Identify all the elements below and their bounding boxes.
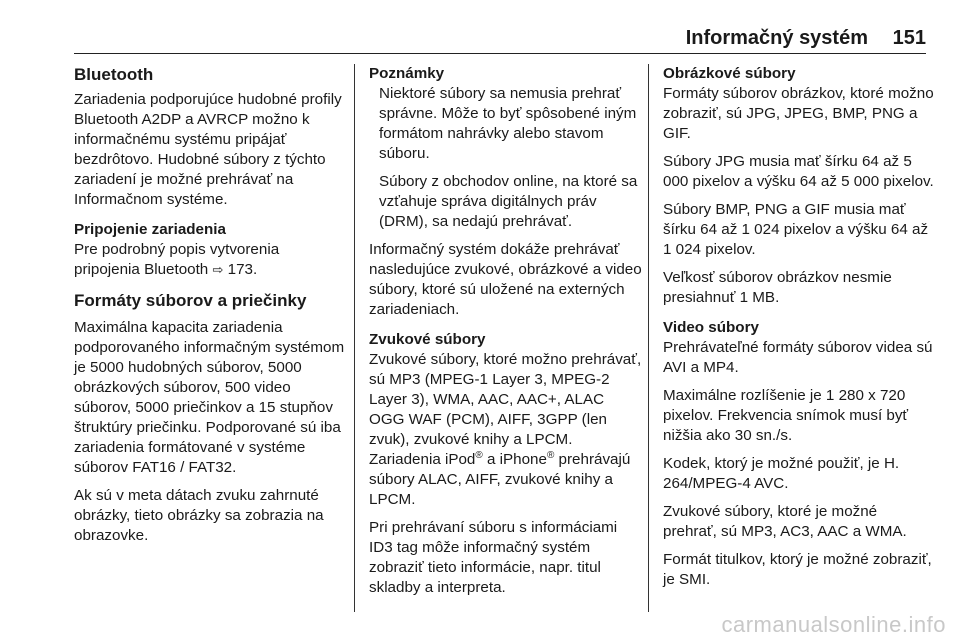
sub-heading-device-connection: Pripojenie zariadenia — [74, 221, 226, 238]
paragraph: Informačný systém dokáže prehrávať nasledujúce zvukové, obrázkové a video súbory, ktoré sú uložené na externých zariadeniach. — [369, 241, 642, 318]
paragraph-text: Pre podrobný popis vytvorenia pripojenia Bluetooth — [74, 241, 280, 278]
page-header — [74, 24, 926, 52]
sub-heading-video-files: Video súbory — [663, 319, 759, 336]
note-heading: Poznámky — [369, 65, 445, 82]
sub-heading-image-files: Obrázkové súbory — [663, 65, 796, 82]
cross-reference-link[interactable]: 173. — [227, 261, 258, 278]
sub-heading-audio-files: Zvukové súbory — [369, 331, 486, 348]
page-title: Informačný systém — [685, 27, 868, 49]
note-box — [369, 64, 643, 232]
paragraph: Formát titulkov, ktorý je možné zobraziť, je SMI. — [663, 551, 932, 588]
paragraph: Maximálna kapacita zariadenia podporovaného informačným systémom je 5000 hudobných súborov, 5000 obrázkových súborov, 500 video súborov, 5000 priečinkov a 15 stupňov štruktúry priečinku. Podporované sú iba zariadenia formátované v systéme súborov FAT16 / FAT32. — [74, 319, 345, 476]
watermark: carmanualsonline.info — [721, 612, 946, 637]
header-divider — [74, 53, 926, 54]
paragraph: Maximálne rozlíšenie je 1 280 x 720 pixelov. Frekvencia snímok musí byť nižšia ako 30 sn./s. — [663, 387, 909, 444]
paragraph-text: a iPhone — [482, 451, 547, 468]
paragraph — [74, 240, 346, 280]
paragraph: Zvukové súbory, ktoré je možné prehrať, sú MP3, AC3, AAC a WMA. — [663, 503, 907, 540]
column-divider-1 — [354, 64, 355, 612]
paragraph-text: prehrávajú súbory ALAC, AIFF, zvukové knihy a LPCM. — [369, 451, 631, 508]
paragraph-text: Zvukové súbory, ktoré možno prehrávať, sú MP3 (MPEG-1 Layer 3, MPEG-2 Layer 3), WMA, AAC, AAC+, ALAC OGG WAF (PCM), AIFF, 3GPP (len zvuk), zvukové knihy a LPCM. Zariadenia iPod — [369, 351, 642, 468]
column-1 — [74, 64, 346, 554]
paragraph — [369, 350, 643, 510]
paragraph: Súbory BMP, PNG a GIF musia mať šírku 64 až 1 024 pixelov a výšku 64 až 1 024 pixelov. — [663, 201, 929, 258]
note-paragraph: Niektoré súbory sa nemusia prehrať správne. Môže to byť spôsobené iným formátom nahrávky alebo stavom súboru. — [379, 85, 637, 162]
paragraph: Prehrávateľné formáty súborov videa sú AVI a MP4. — [663, 339, 933, 376]
column-3 — [663, 64, 935, 598]
cross-reference-arrow-icon: ⇨ — [212, 262, 224, 277]
column-divider-2 — [648, 64, 649, 612]
paragraph: Zariadenia podporujúce hudobné profily Bluetooth A2DP a AVRCP možno k informačnému systému pripájať bezdrôtovo. Hudobné súbory z týchto zariadení je možné prehrávať na Informačnom systéme. — [74, 91, 342, 208]
paragraph: Kodek, ktorý je možné použiť, je H. 264/MPEG-4 AVC. — [663, 455, 900, 492]
paragraph: Veľkosť súborov obrázkov nesmie presiahnuť 1 MB. — [663, 269, 892, 306]
paragraph: Súbory JPG musia mať šírku 64 až 5 000 pixelov a výšku 64 až 5 000 pixelov. — [663, 153, 934, 190]
registered-mark: ® — [546, 449, 555, 461]
paragraph: Pri prehrávaní súboru s informáciami ID3 tag môže informačný systém zobraziť tieto informácie, napr. titul skladby a interpreta. — [369, 519, 618, 596]
note-paragraph: Súbory z obchodov online, na ktoré sa vzťahuje správa digitálnych práv (DRM), sa nedajú prehrávať. — [379, 173, 638, 230]
paragraph: Formáty súborov obrázkov, ktoré možno zobraziť, sú JPG, JPEG, BMP, PNG a GIF. — [663, 85, 934, 142]
section-heading-bluetooth: Bluetooth — [74, 65, 154, 84]
paragraph: Ak sú v meta dátach zvuku zahrnuté obrázky, tieto obrázky sa zobrazia na obrazovke. — [74, 487, 324, 544]
page-number: 151 — [892, 27, 926, 49]
section-heading-file-formats: Formáty súborov a priečinky — [74, 291, 307, 310]
registered-mark: ® — [475, 449, 483, 461]
column-2 — [369, 64, 643, 606]
